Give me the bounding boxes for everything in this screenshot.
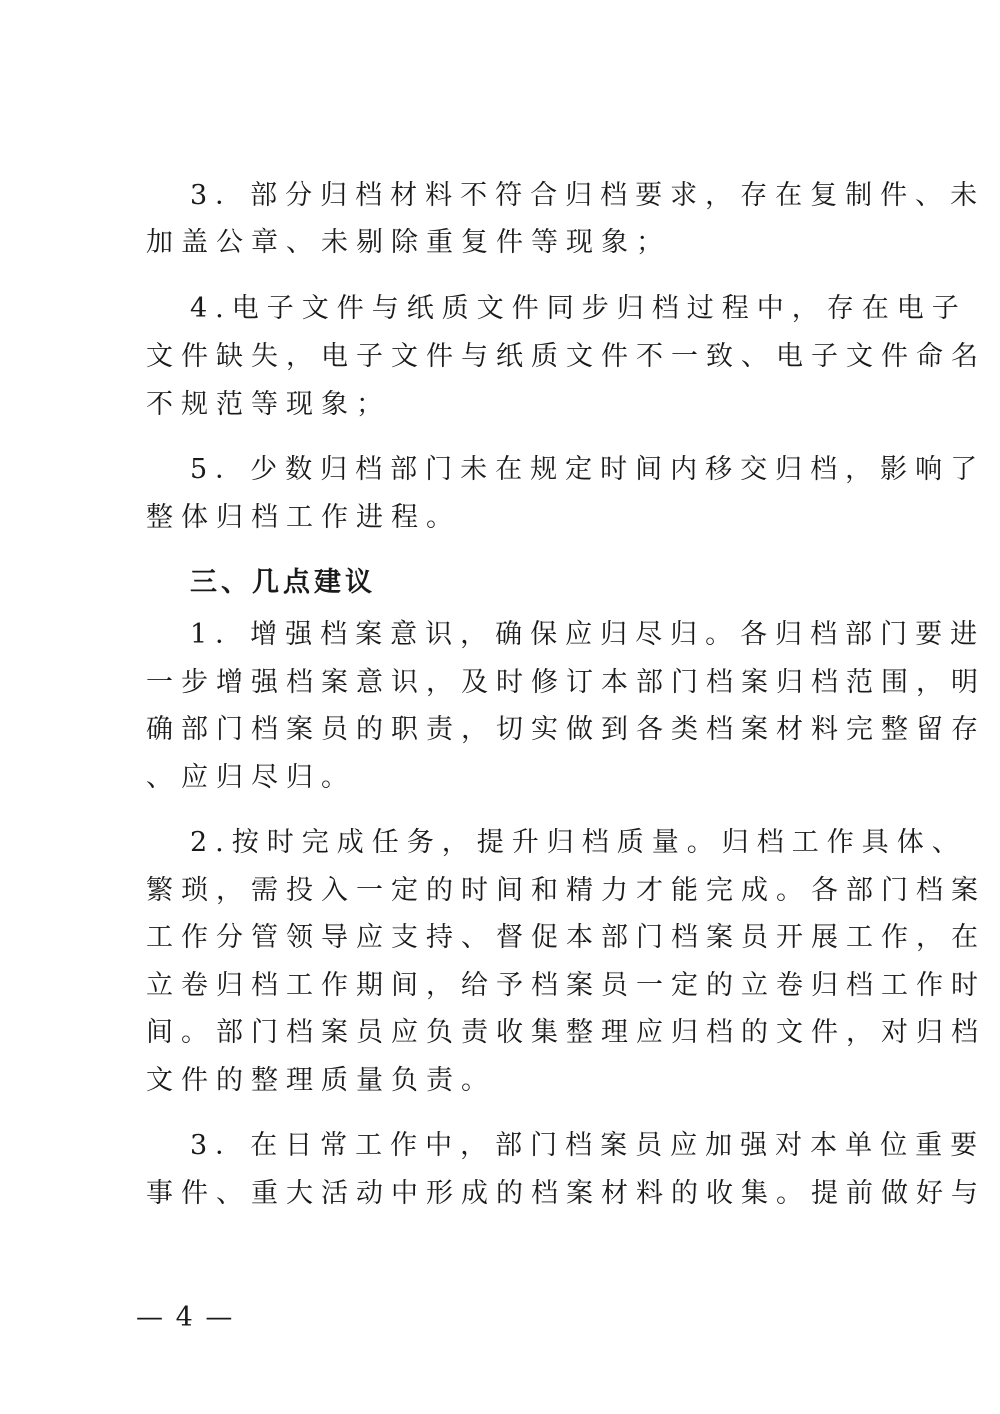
paragraph-line: 确部门档案员的职责，切实做到各类档案材料完整留存: [146, 714, 986, 745]
paragraph-line: 一步增强档案意识，及时修订本部门档案归档范围，明: [146, 667, 986, 698]
paragraph-line: 3．在日常工作中，部门档案员应加强对本单位重要: [190, 1130, 986, 1161]
paragraph-line: 文件的整理质量负责。: [146, 1065, 496, 1096]
paragraph-line: 间。部门档案员应负责收集整理应归档的文件，对归档: [146, 1017, 986, 1048]
paragraph-line: 3．部分归档材料不符合归档要求，存在复制件、未: [190, 180, 986, 211]
paragraph-line: 工作分管领导应支持、督促本部门档案员开展工作，在: [146, 922, 986, 953]
paragraph-line: 、应归尽归。: [146, 762, 356, 793]
paragraph-line: 事件、重大活动中形成的档案材料的收集。提前做好与: [146, 1178, 986, 1209]
paragraph-line: 文件缺失，电子文件与纸质文件不一致、电子文件命名: [146, 341, 986, 372]
paragraph-line: 立卷归档工作期间，给予档案员一定的立卷归档工作时: [146, 970, 986, 1001]
paragraph-line: 整体归档工作进程。: [146, 502, 461, 533]
section-heading: 三、几点建议: [190, 567, 376, 598]
paragraph-line: 1．增强档案意识，确保应归尽归。各归档部门要进: [190, 619, 986, 650]
page-number: — 4 —: [136, 1302, 235, 1333]
paragraph-line: 2.按时完成任务，提升归档质量。归档工作具体、: [190, 827, 967, 858]
paragraph-line: 繁琐，需投入一定的时间和精力才能完成。各部门档案: [146, 875, 986, 906]
paragraph-line: 5．少数归档部门未在规定时间内移交归档，影响了: [190, 454, 986, 485]
paragraph-line: 不规范等现象；: [146, 389, 391, 420]
paragraph-line: 加盖公章、未剔除重复件等现象；: [146, 227, 671, 258]
paragraph-line: 4.电子文件与纸质文件同步归档过程中，存在电子: [190, 293, 967, 324]
